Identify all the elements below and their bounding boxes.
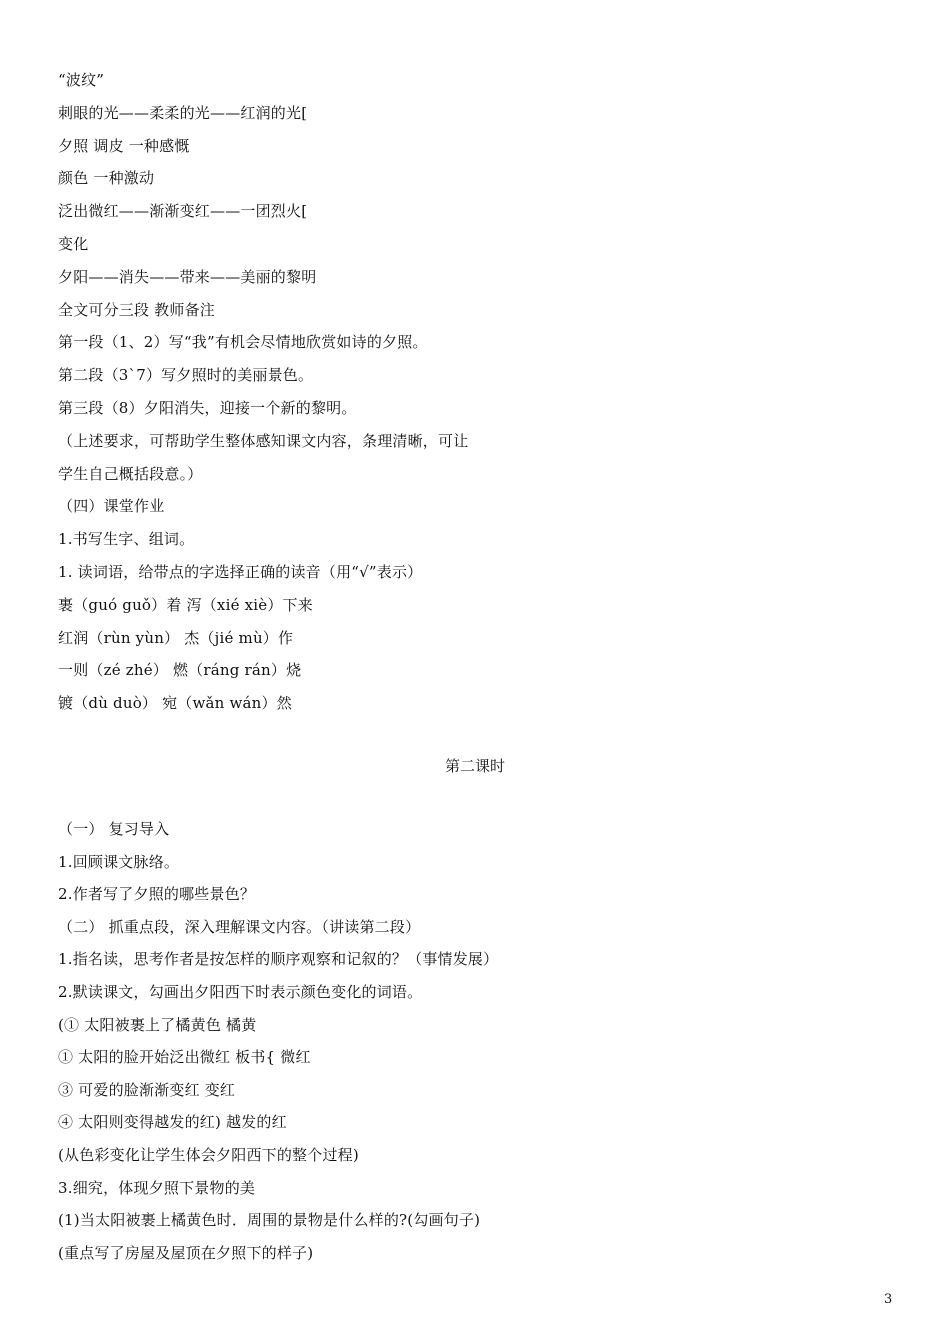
text-line: (① 太阳被裹上了橘黄色 橘黄 — [58, 1015, 257, 1034]
text-line: 全文可分三段 教师备注 — [58, 300, 215, 319]
text-line: 夕阳——消失——带来——美丽的黎明 — [58, 267, 317, 286]
text-line: （二） 抓重点段，深入理解课文内容。（讲读第二段） — [58, 917, 421, 936]
text-line: 1.回顾课文脉络。 — [58, 852, 180, 871]
text-line: 1. 读词语，给带点的字选择正确的读音（用“√”表示） — [58, 563, 423, 581]
text-line: “波纹” — [58, 71, 105, 89]
text-line: 1.指名读，思考作者是按怎样的顺序观察和记叙的？（事情发展） — [58, 950, 499, 969]
text-line: 红润（rùn yùn） 杰（jié mù）作 — [58, 628, 294, 647]
text-line: 第三段（8）夕阳消失，迎接一个新的黎明。 — [58, 399, 357, 417]
text-line: 第一段（1、2）写“我”有机会尽情地欣赏如诗的夕照。 — [58, 333, 428, 352]
page-number: 3 — [884, 1292, 893, 1307]
text-line: 裹（guó guǒ）着 泻（xié xiè）下来 — [58, 595, 313, 614]
text-line: 夕照 调皮 一种感慨 — [58, 136, 190, 155]
text-line: 第二段（3`7）写夕照时的美丽景色。 — [58, 366, 314, 385]
text-line: 一则（zé zhé） 燃（ráng rán）烧 — [58, 661, 302, 680]
text-line: ① 太阳的脸开始泛出微红 板书{ 微红 — [58, 1048, 311, 1067]
text-line: ④ 太阳则变得越发的红) 越发的红 — [58, 1113, 287, 1132]
text-line: （一） 复习导入 — [58, 820, 170, 838]
text-line: ③ 可爱的脸渐渐变红 变红 — [58, 1080, 236, 1099]
text-line: 2.默读课文，勾画出夕阳西下时表示颜色变化的词语。 — [58, 983, 423, 1001]
text-line: 1.书写生字、组词。 — [58, 530, 195, 549]
text-line: 颜色 一种激动 — [58, 169, 155, 188]
text-line: (1)当太阳被裹上橘黄色时．周围的景物是什么样的?(勾画句子) — [58, 1211, 481, 1230]
section-title: 第二课时 — [444, 757, 505, 775]
text-line: 泛出微红——渐渐变红——一团烈火[ — [58, 202, 308, 221]
text-line: 学生自己概括段意。） — [58, 464, 203, 483]
text-line: 2.作者写了夕照的哪些景色？ — [58, 885, 256, 904]
text-line: 3.细究，体现夕照下景物的美 — [58, 1178, 256, 1197]
text-line: （四）课堂作业 — [58, 497, 165, 516]
text-line: (从色彩变化让学生体会夕阳西下的整个过程) — [58, 1146, 359, 1164]
text-line: 刺眼的光——柔柔的光——红润的光[ — [58, 103, 308, 122]
text-line: 镀（dù duò） 宛（wǎn wán）然 — [58, 694, 292, 713]
text-line: (重点写了房屋及屋顶在夕照下的样子) — [58, 1243, 314, 1262]
text-line: 变化 — [58, 235, 89, 253]
text-line: （上述要求，可帮助学生整体感知课文内容，条理清晰，可让 — [58, 431, 469, 450]
